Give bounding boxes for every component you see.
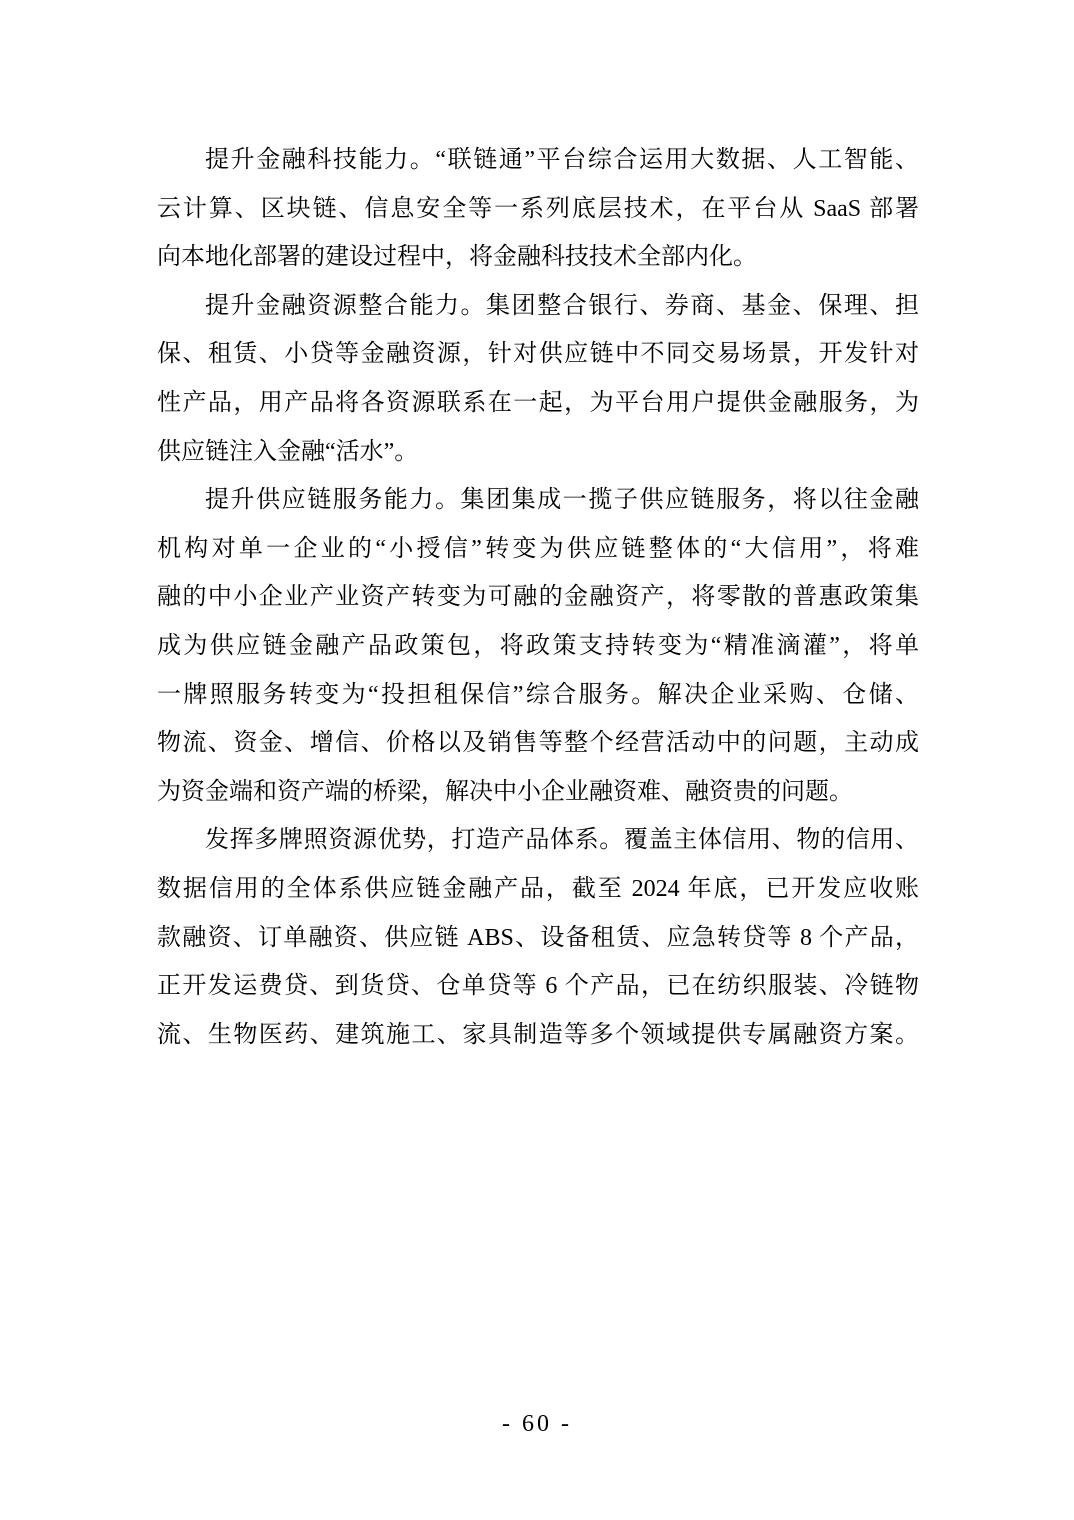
- text-line: 流、生物医药、建筑施工、家具制造等多个领域提供专属融资方案。: [157, 1021, 919, 1048]
- document-body: [157, 136, 919, 1059]
- text-line: 提升金融科技能力。“联链通”平台综合运用大数据、人工智能、: [205, 147, 919, 173]
- text-line: 保、租赁、小贷等金融资源，针对供应链中不同交易场景，开发针对: [157, 341, 919, 368]
- text-line: 款融资、订单融资、供应链 ABS、设备租赁、应急转贷等 8 个产品，: [157, 924, 919, 951]
- text-line: 成为供应链金融产品政策包，将政策支持转变为“精准滴灌”，将单: [157, 632, 919, 659]
- text-line: 数据信用的全体系供应链金融产品，截至 2024 年底，已开发应收账: [157, 875, 919, 902]
- text-line: 物流、资金、增信、价格以及销售等整个经营活动中的问题，主动成: [157, 730, 919, 757]
- text-line: 正开发运费贷、到货贷、仓单贷等 6 个产品，已在纺织服装、冷链物: [157, 973, 919, 1000]
- text-line: 一牌照服务转变为“投担租保信”综合服务。解决企业采购、仓储、: [157, 681, 919, 708]
- paragraph: [157, 476, 919, 816]
- text-line: 融的中小企业产业资产转变为可融的金融资产，将零散的普惠政策集: [157, 584, 919, 611]
- page-number: - 60 -: [502, 1411, 572, 1437]
- text-line: 为资金端和资产端的桥梁，解决中小企业融资难、融资贵的问题。: [157, 778, 853, 805]
- text-line: 供应链注入金融“活水”。: [157, 438, 419, 465]
- text-line: 发挥多牌照资源优势，打造产品体系。覆盖主体信用、物的信用、: [205, 827, 919, 854]
- text-line: 提升供应链服务能力。集团集成一揽子供应链服务，将以往金融: [205, 487, 919, 514]
- text-line: 云计算、区块链、信息安全等一系列底层技术，在平台从 SaaS 部署: [157, 195, 919, 222]
- paragraph: [157, 136, 919, 282]
- text-line: 向本地化部署的建设过程中，将金融科技技术全部内化。: [157, 244, 757, 271]
- text-line: 性产品，用产品将各资源联系在一起，为平台用户提供金融服务，为: [157, 389, 919, 416]
- text-line: 机构对单一企业的“小授信”转变为供应链整体的“大信用”，将难: [157, 535, 919, 562]
- paragraph: [157, 282, 919, 476]
- text-line: 提升金融资源整合能力。集团整合银行、券商、基金、保理、担: [205, 292, 919, 319]
- paragraph: [157, 816, 919, 1059]
